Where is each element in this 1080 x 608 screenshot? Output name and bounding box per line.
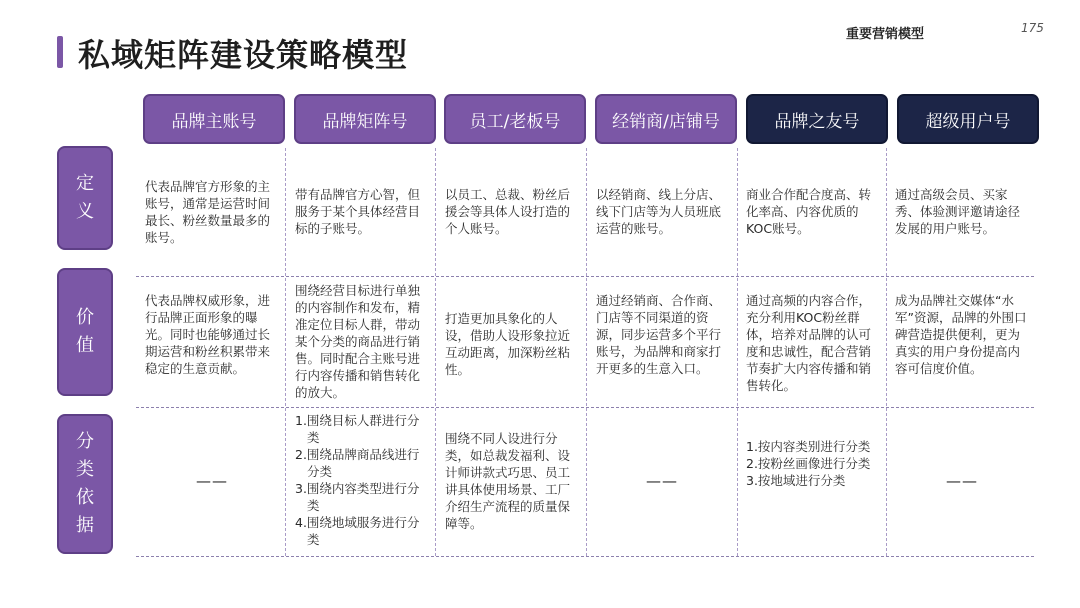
page-number: 175 xyxy=(1021,21,1044,35)
row-divider xyxy=(136,556,1034,557)
definition-cell-brand-matrix: 带有品牌官方心智，但服务于某个具体经营目标的子账号。 xyxy=(295,187,421,236)
value-cell-dealer-store: 通过经销商、合作商、门店等不同渠道的资源，同步运营多个平行账号，为品牌和商家打开更多的生意入口。 xyxy=(596,293,722,376)
column-divider xyxy=(435,148,436,556)
section-label: 重要营销模型 xyxy=(846,27,925,42)
definition-cell-employee-boss: 以员工、总裁、粉丝后援会等具体人设打造的个人账号。 xyxy=(445,187,571,236)
list-item: 1.围绕目标人群进行分类 xyxy=(295,413,420,445)
classification-cell-super-user: —— xyxy=(946,472,978,490)
definition-cell-brand-main: 代表品牌官方形象的主账号，通常是运营时间最长、粉丝数量最多的账号。 xyxy=(145,179,271,245)
classification-cell-dealer-store: —— xyxy=(646,472,678,490)
row-header-classification-basis: 分类依据 xyxy=(57,414,113,554)
definition-cell-dealer-store: 以经销商、线上分店、线下门店等为人员班底运营的账号。 xyxy=(596,187,722,236)
column-header-brand-friend-account: 品牌之友号 xyxy=(746,94,888,144)
value-cell-brand-matrix: 围绕经营目标进行单独的内容制作和发布，精准定位目标人群，带动某个分类的商品进行销售。同时配合主账号进行内容传播和销售转化的放大。 xyxy=(295,283,421,400)
classification-cell-brand-matrix xyxy=(293,412,433,548)
column-header-brand-matrix-account: 品牌矩阵号 xyxy=(294,94,436,144)
column-divider xyxy=(285,148,286,556)
column-divider xyxy=(737,148,738,556)
definition-cell-brand-friend: 商业合作配合度高、转化率高、内容优质的KOC账号。 xyxy=(746,187,872,236)
row-header-definition: 定义 xyxy=(57,146,113,250)
column-divider xyxy=(586,148,587,556)
list-item: 4.围绕地域服务进行分类 xyxy=(295,515,420,547)
list-item: 2.按粉丝画像进行分类 xyxy=(746,456,871,471)
classification-cell-brand-main: —— xyxy=(196,472,228,490)
column-divider xyxy=(886,148,887,556)
column-header-employee-boss-account: 员工/老板号 xyxy=(444,94,586,144)
row-divider xyxy=(136,276,1034,277)
value-cell-employee-boss: 打造更加具象化的人设，借助人设形象拉近互动距离，加深粉丝粘性。 xyxy=(445,311,571,377)
column-header-dealer-store-account: 经销商/店铺号 xyxy=(595,94,737,144)
title-accent-bar xyxy=(57,36,63,68)
definition-cell-super-user: 通过高级会员、买家秀、体验测评邀请途径发展的用户账号。 xyxy=(895,187,1021,236)
row-divider xyxy=(136,407,1034,408)
list-item: 3.围绕内容类型进行分类 xyxy=(295,481,420,513)
row-header-value: 价值 xyxy=(57,268,113,396)
value-cell-super-user: 成为品牌社交媒体“水军”资源，品牌的外围口碑营造提供便利，更为真实的用户身份提高内容可信度价值。 xyxy=(895,293,1027,376)
list-item: 3.按地域进行分类 xyxy=(746,473,846,488)
column-header-brand-main-account: 品牌主账号 xyxy=(143,94,285,144)
value-cell-brand-main: 代表品牌权威形象，进行品牌正面形象的曝光。同时也能够通过长期运营和粉丝积累带来稳定的生意贡献。 xyxy=(145,293,271,376)
classification-cell-employee-boss: 围绕不同人设进行分类，如总裁发福利、设计师讲款式巧思、员工讲具体使用场景、工厂介绍生产流程的质量保障等。 xyxy=(445,431,571,531)
column-header-super-user-account: 超级用户号 xyxy=(897,94,1039,144)
list-item: 2.围绕品牌商品线进行分类 xyxy=(295,447,420,479)
classification-cell-brand-friend xyxy=(744,438,883,489)
page-title: 私域矩阵建设策略模型 xyxy=(78,36,409,74)
value-cell-brand-friend: 通过高频的内容合作，充分利用KOC粉丝群体，培养对品牌的认可度和忠诚性，配合营销节奏扩大内容传播和销售转化。 xyxy=(746,293,872,393)
list-item: 1.按内容类别进行分类 xyxy=(746,439,871,454)
